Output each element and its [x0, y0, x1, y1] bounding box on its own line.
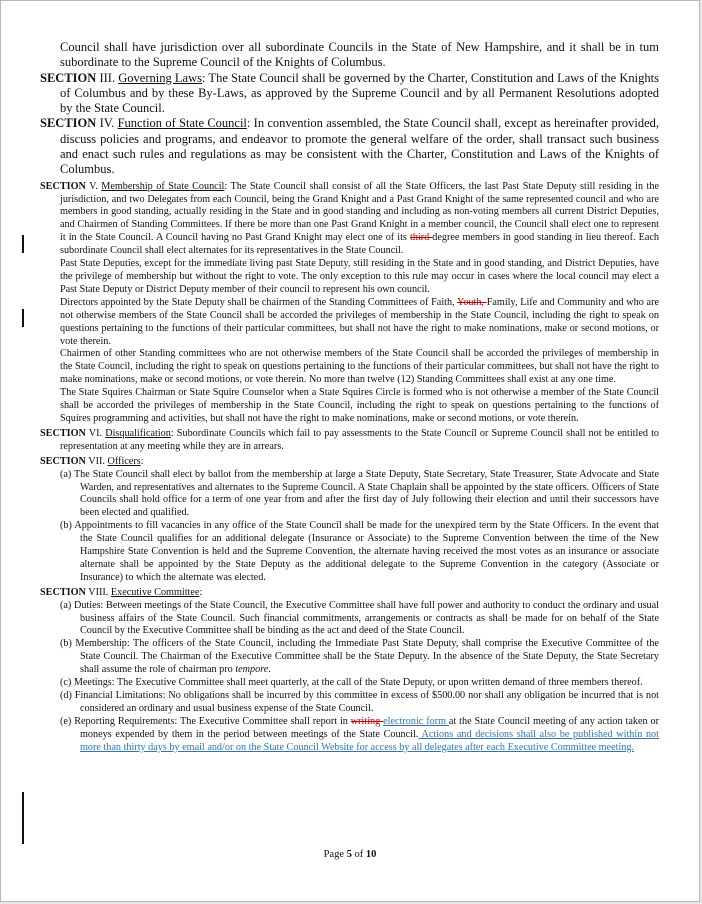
- section-number: VI.: [88, 427, 103, 439]
- section-body: : The State Council shall be governed by the Charter, Constitution and Laws of the Knights of Columbus and by these By-Laws, as approved by the Supreme Council and by all Permanent Resolutions adopted by the State Council.: [60, 70, 659, 116]
- section-body: : The State Council shall consist of all the State Officers, the last Past State Deputy still residing in the jurisdiction, and two Delegates from each Council, being the Grand Knight and a Past Grand Knight of the same represented council and who are members in good standing, actually residing in the State and in good standing and including as non-voting members all current District Deputies, and Chairmen of Standing Committees. If there be more than one Past Grand Knight in a member council, the Council shall elect one to represent it in the State Council. A Council having no Past Grand Knight may elect one of its: [60, 180, 659, 244]
- inserted-text: electronic form: [383, 715, 449, 727]
- change-bar: [22, 309, 24, 327]
- section-label: SECTION: [40, 427, 86, 439]
- document-body: [40, 40, 659, 755]
- section-number: VII.: [88, 455, 105, 467]
- section-7-heading: [40, 456, 659, 469]
- of-word: of: [354, 849, 364, 860]
- section-title: Disqualification: [105, 427, 171, 439]
- deleted-text: third: [409, 232, 433, 244]
- section-8-item-e: [40, 716, 659, 755]
- heading-colon: :: [199, 586, 203, 598]
- heading-colon: :: [140, 455, 144, 467]
- section-7-item-b: (b) Appointments to fill vacancies in any office of the State Council shall be made for the unexpired term by the State Officers. In the event that the State Council qualifies for an additional delegate (Insurance or Associate) to the Supreme Convention between the time of the New Hampshire State Convention is held and the Supreme Convention, the alternate having received the most votes as an insurance or associate alternate shall be appointed by the State Deputy as the additional delegate to the Supreme Convention in the category (Associate or Insurance) to which the alternate was elected.: [60, 520, 659, 583]
- item-text: (b) Membership: The officers of the State Council, including the Immediate Past State Deputy, shall comprise the Executive Committee of the State Council. The Chairman of the Executive Committee shall be the State Deputy. In the absence of the State Deputy, the State Secretary shall assume the role of chairman pro: [60, 638, 659, 676]
- section-8-item-d: (d) Financial Limitations: No obligations shall be incurred by this committee in excess of $500.00 nor shall any obligation be incurred that is not considered an ordinary and usual business expense of the State Council.: [60, 690, 659, 714]
- section-8-item-c: (c) Meetings: The Executive Committee shall meet quarterly, at the call of the State Deputy, or upon written demand of three members thereof.: [60, 677, 643, 689]
- paragraph-text: Directors appointed by the State Deputy shall be chairmen of the Standing Committees of Faith,: [60, 296, 457, 308]
- section-number: V.: [89, 180, 98, 192]
- section-body: : Subordinate Councils which fail to pay assessments to the State Council or Supreme Council shall not be entitled to representation at any meeting while they are in arrears.: [60, 427, 659, 452]
- section-number: VIII.: [88, 586, 109, 598]
- inserted-text: Actions and decisions shall also be published within not more than thirty days by email and/or on the State Council Website for access by all delegates after each Executive Committee meeting.: [80, 728, 659, 753]
- section-3: [40, 71, 659, 117]
- section-8-item-a: (a) Duties: Between meetings of the State Council, the Executive Committee shall have full power and authority to conduct the ordinary and usual business affairs of the State Council. Such financial commitments, arrangements or contracts as shall be made for on behalf of the State Council by the Executive Committee shall be binding as the act and deed of the State Council.: [60, 599, 659, 637]
- item-text-end: .: [268, 664, 271, 676]
- italic-text: tempore: [235, 664, 269, 676]
- section-body: : In convention assembled, the State Council shall, except as hereinafter provided, discuss policies and programs, and endeavor to promote the general welfare of the order, shall transact such business and enact such rules and regulations as may be consistent with the Charter, Constitution and Laws of the Knights of Columbus.: [60, 116, 660, 177]
- section-body-continued: degree members in good standing in lieu thereof. Each subordinate Council shall elect alternates for its representatives in the State Council.: [60, 232, 659, 257]
- item-text: (e) Reporting Requirements: The Executive Committee shall report in: [60, 715, 351, 727]
- section-title: Membership of State Council: [101, 180, 225, 192]
- intro-paragraph: Council shall have jurisdiction over all subordinate Councils in the State of New Hampshire, and it shall be in tum subordinate to the Supreme Council of the Knights of Columbus.: [60, 40, 659, 70]
- section-label: SECTION: [40, 70, 97, 85]
- section-title: Officers: [107, 455, 141, 467]
- change-bar: [22, 235, 24, 253]
- section-5-paragraph-4: Chairmen of other Standing committees who are not otherwise members of the State Council shall be accorded the privileges of membership in the State Council, including the right to speak on questions pertaining to the functions of their particular committees, but shall not have the right to make nominations, make or second motions, or vote therein. No more than twelve (12) Standing Committees shall exist at any one time.: [60, 348, 659, 386]
- section-label: SECTION: [40, 180, 86, 192]
- section-7-item-a: (a) The State Council shall elect by ballot from the membership at large a State Deputy, State Secretary, State Treasurer, State Advocate and State Warden, and representatives and alternates to the Supreme Council. A State Chaplain shall be appointed by the state officers. Officers of State Councils shall hold office for a term of one year from and after the first day of July following their election and until their successors have been elected and qualified.: [60, 468, 659, 519]
- item-text-continued: at the State Council meeting of any action taken or moneys expended by them in the period between meetings of the State Council.: [80, 715, 659, 740]
- change-bar: [22, 792, 24, 844]
- section-label: SECTION: [40, 455, 86, 467]
- section-title: Governing Laws: [118, 70, 202, 85]
- section-5-paragraph-3: [40, 297, 659, 349]
- section-5-paragraph-5: The State Squires Chairman or State Squire Counselor when a State Squires Circle is formed who is not otherwise a member of the State Council shall be accorded the privileges of membership in the State Council, including the right to speak on questions pertaining to the functions of Squires programming and activities, but shall not have the right to make nominations, make or second motions, or vote therein.: [60, 387, 659, 424]
- total-page-count: 10: [365, 849, 377, 860]
- page-footer: [1, 849, 699, 860]
- page-word: Page: [323, 849, 345, 860]
- section-number: IV.: [99, 116, 115, 131]
- section-5-paragraph-2: Past State Deputies, except for the immediate living past State Deputy, still residing in the State and in good standing, and District Deputies, have the privilege of membership but without the right to vote. The only exception to this rule may occur in cases where the local council may elect a Past State Deputy or District Deputy member of their council to represent his own council.: [60, 258, 659, 295]
- current-page-number: 5: [346, 849, 352, 860]
- deleted-text: Youth,: [456, 296, 487, 308]
- section-5: [40, 181, 659, 258]
- section-8-item-b: [40, 638, 659, 677]
- section-label: SECTION: [40, 116, 97, 131]
- section-4: [40, 116, 659, 177]
- section-label: SECTION: [40, 586, 86, 598]
- section-title: Function of State Council: [117, 116, 247, 131]
- section-8-heading: [40, 587, 659, 600]
- deleted-text: writing: [350, 715, 384, 727]
- section-number: III.: [99, 70, 116, 85]
- paragraph-text-continued: Family, Life and Community and who are not otherwise members of the State Council shall be accorded the privileges of membership in the State Council, including the right to speak on questions pertaining to the functions of their particular committees, but shall not have the right to make nominations, make or second motions, or vote therein.: [60, 296, 659, 347]
- section-title: Executive Committee: [110, 586, 200, 598]
- section-6: [40, 428, 659, 454]
